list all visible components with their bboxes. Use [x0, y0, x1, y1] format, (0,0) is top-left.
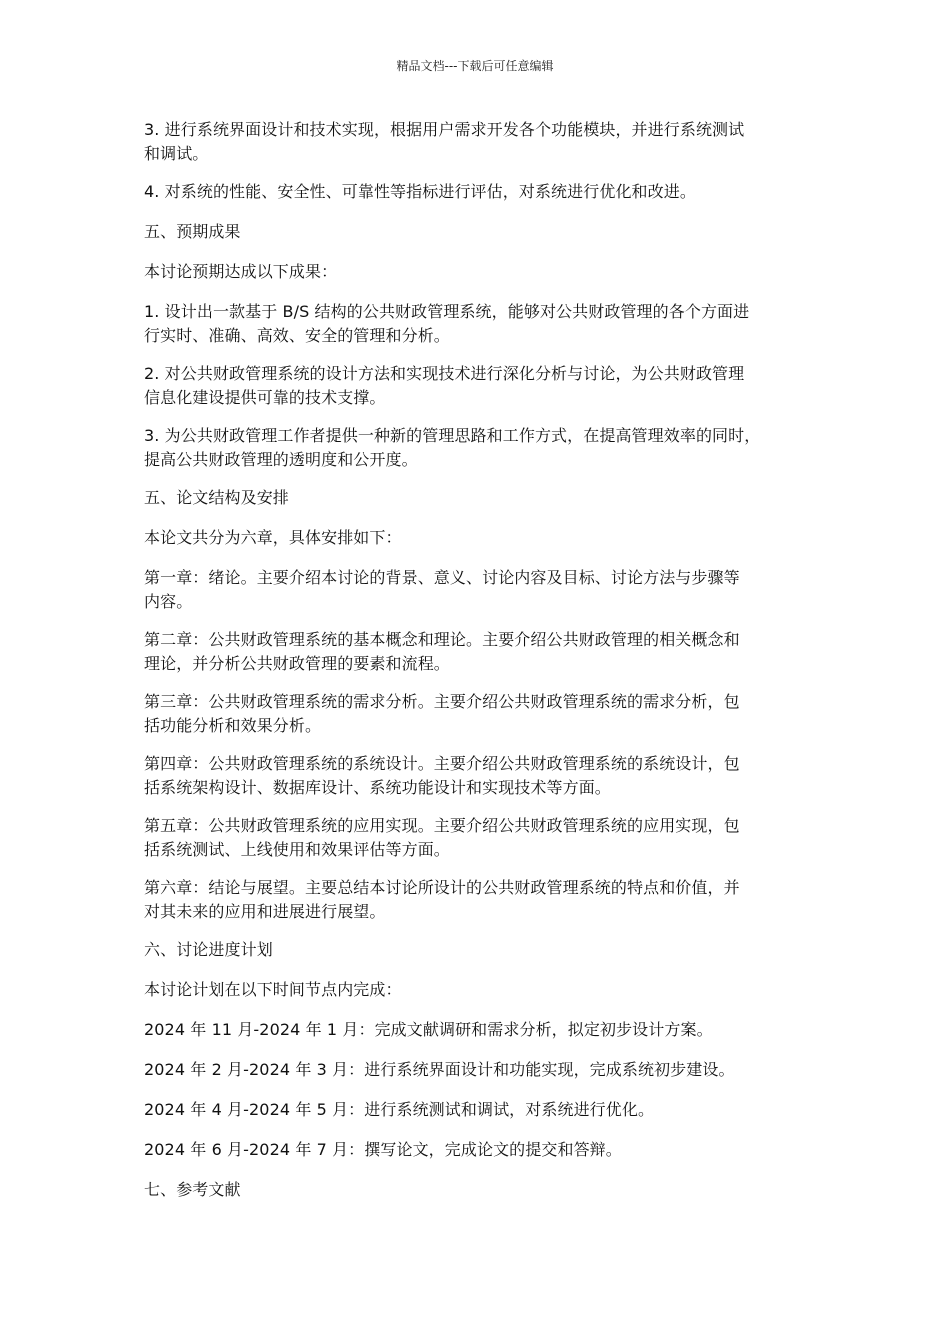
chapter-item: 第三章：公共财政管理系统的需求分析。主要介绍公共财政管理系统的需求分析，包 括功能分析和效果分析。	[144, 692, 740, 735]
section-heading: 七、参考文献	[144, 1180, 241, 1199]
document-body	[144, 118, 806, 1218]
section-heading: 五、论文结构及安排	[144, 488, 289, 507]
paragraph: 本论文共分为六章，具体安排如下：	[144, 528, 402, 547]
list-item: 2. 对公共财政管理系统的设计方法和实现技术进行深化分析与讨论，为公共财政管理 信息化建设提供可靠的技术支撑。	[144, 364, 745, 407]
list-item: 3. 进行系统界面设计和技术实现，根据用户需求开发各个功能模块，并进行系统测试 和调试。	[144, 120, 745, 163]
schedule-item: 2024 年 4 月-2024 年 5 月：进行系统测试和调试，对系统进行优化。	[144, 1100, 655, 1119]
schedule-item: 2024 年 6 月-2024 年 7 月：撰写论文，完成论文的提交和答辩。	[144, 1140, 622, 1159]
paragraph: 本讨论预期达成以下成果：	[144, 262, 338, 281]
paragraph: 本讨论计划在以下时间节点内完成：	[144, 980, 402, 999]
chapter-item: 第一章：绪论。主要介绍本讨论的背景、意义、讨论内容及目标、讨论方法与步骤等 内容。	[144, 568, 740, 611]
chapter-item: 第二章：公共财政管理系统的基本概念和理论。主要介绍公共财政管理的相关概念和 理论，并分析公共财政管理的要素和流程。	[144, 630, 740, 673]
list-item: 4. 对系统的性能、安全性、可靠性等指标进行评估，对系统进行优化和改进。	[144, 182, 696, 201]
schedule-item: 2024 年 2 月-2024 年 3 月：进行系统界面设计和功能实现，完成系统初步建设。	[144, 1060, 735, 1079]
list-item: 3. 为公共财政管理工作者提供一种新的管理思路和工作方式，在提高管理效率的同时， 提高公共财政管理的透明度和公开度。	[144, 426, 761, 469]
page-header: 精品文档---下载后可任意编辑	[396, 59, 554, 73]
schedule-item: 2024 年 11 月-2024 年 1 月：完成文献调研和需求分析，拟定初步设计方案。	[144, 1020, 713, 1039]
chapter-item: 第六章：结论与展望。主要总结本讨论所设计的公共财政管理系统的特点和价值，并 对其未来的应用和进展进行展望。	[144, 878, 740, 921]
list-item: 1. 设计出一款基于 B/S 结构的公共财政管理系统，能够对公共财政管理的各个方面进 行实时、准确、高效、安全的管理和分析。	[144, 302, 750, 345]
section-heading: 六、讨论进度计划	[144, 940, 273, 959]
chapter-item: 第五章：公共财政管理系统的应用实现。主要介绍公共财政管理系统的应用实现，包 括系统测试、上线使用和效果评估等方面。	[144, 816, 740, 859]
chapter-item: 第四章：公共财政管理系统的系统设计。主要介绍公共财政管理系统的系统设计，包 括系统架构设计、数据库设计、系统功能设计和实现技术等方面。	[144, 754, 740, 797]
section-heading: 五、预期成果	[144, 222, 241, 241]
